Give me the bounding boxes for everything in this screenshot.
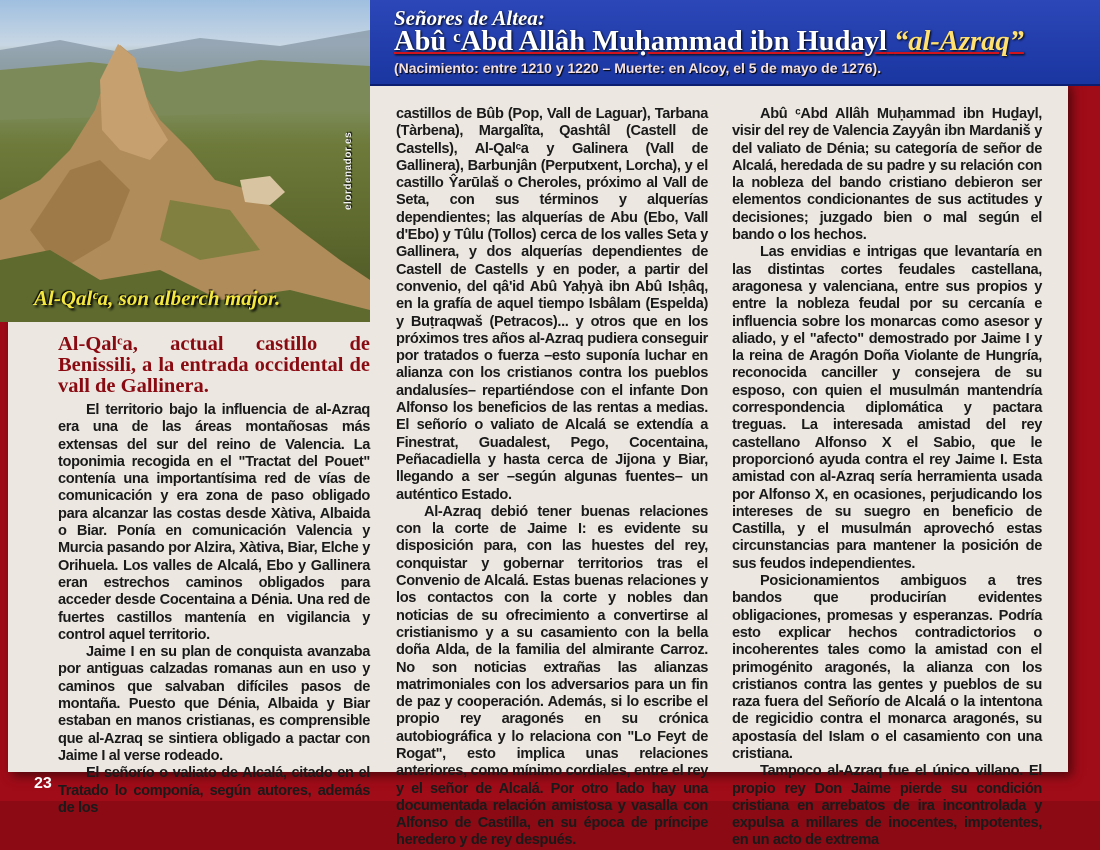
photo-overlay-caption: Al-Qalᶜa, son alberch major. xyxy=(34,286,281,310)
article-title xyxy=(394,26,1024,58)
paragraph: Jaime I en su plan de conquista avanzaba por antiguas calzadas romanas aun en uso y caminos que salvaban difíciles pasos de montaña. Puesto que Dénia, Albaida y Biar estaban en manos cristianas, es comprensible que al-Azraq se sintiera obligado a pactar con Jaime I al verse rodeado. xyxy=(58,644,370,764)
page-number: 23 xyxy=(34,775,52,792)
castle-landscape-illustration xyxy=(0,0,370,322)
paragraph: castillos de Bûb (Pop, Vall de Laguar), Tarbana (Tàrbena), Margalîta, Qashtâl (Castell de Castells), Al-Qalᶜa y Galinera (Vall de Gallinera), Barbunjân (Perputxent, Lorcha), y el castillo Ŷarūlaš o Cheroles, próximo al Vall de Seta, con sus términos y alquerías dependientes; las alquerías de Abu (Ebo, Vall d'Ebo) y Tûlu (Tollos) cerca de los valles Seta y Gallinera, y dos alquerías dependientes de Castell de Castells y en poder, a partir del convenio, del qâ'id Abû Yaḥyà ibn Abû Isḥâq, en la grafía de aquel tiempo Isbâlam (Espelda) y Buṭraqwaš (Petracos)... y otros que en los próximos tres años al-Azraq pudiera conseguir por tratados o fuerza –esto suponía luchar en alianza con los cristianos contra los pueblos andalusíes– repartiéndose con el infante Don Alfonso los beneficios de las rentas a medias. El señorío o valiato de Alcalá se extendía a Finestrat, Guadalest, Pego, Cocentaina, Peñacadiella y hasta cerca de Jijona y Biar, llegando a ser –según algunas fuentes– un auténtico Estado. xyxy=(396,106,708,503)
article-header xyxy=(370,0,1100,86)
text-column-3 xyxy=(732,106,1042,850)
text-column-2 xyxy=(396,106,708,850)
birth-death-dates: (Nacimiento: entre 1210 y 1220 – Muerte: en Alcoy, el 5 de mayo de 1276). xyxy=(394,60,882,76)
paragraph: Posicionamientos ambiguos a tres bandos que producirían evidentes obligaciones, promesas y esperanzas. Podría esto explicar hechos contradictorios o incoherentes tales como la amistad con el primogénito aragonés, la alianza con los cristianos contra las gentes y pueblos de su raza fuera del Señorío de Alcalá o la intentona de regicidio contra el monarca aragonés, su apostasía del Islam o el casamiento con una cristiana. xyxy=(732,573,1042,762)
title-name: Abû ᶜAbd Allâh Muḥammad ibn Hudayl xyxy=(394,26,887,57)
paragraph: Tampoco al-Azraq fue el único villano. El propio rey Don Jaime pierde su condición cristiana en arrebatos de ira incontrolada y expulsa a millares de inocentes, impotentes, en un acto de extrema xyxy=(732,763,1042,849)
castle-photo xyxy=(0,0,370,322)
paragraph: Abû ᶜAbd Allâh Muḥammad ibn Huḏayl, visir del rey de Valencia Zayyân ibn Mardaniš y del valiato de Dénia; su categoría de señor de Alcalá, heredada de su padre y su relación con la nobleza del bando cristiano debieron ser elementos condicionantes de sus actitudes y decisiones; juzgado bien o mal según el bando o los hechos. xyxy=(732,106,1042,244)
series-title: Señores de Altea: xyxy=(394,6,545,30)
text-column-1 xyxy=(58,402,370,817)
paragraph: El señorío o valiato de Alcalá, citado en el Tratado lo componía, según autores, además de los xyxy=(58,765,370,816)
title-epithet: “al-Azraq” xyxy=(894,26,1024,57)
image-caption: Al-Qalᶜa, actual castillo de Benissili, a la entrada occidental de vall de Gallinera. xyxy=(58,333,370,397)
paragraph: Al-Azraq debió tener buenas relaciones con la corte de Jaime I: es evidente su disposición para, con las huestes del rey, conquistar y gobernar territorios tras el Convenio de Alcalá. Estas buenas relaciones y los contactos con la corte y nobles dan noticias de su ofrecimiento a convertirse al cristianismo y a su casamiento con la bella doña Alda, de la familia del almirante Carroz. No son noticias extrañas las alianzas matrimoniales con los adversarios para un fin de paz y cooperación. Además, si lo escribe el propio rey aragonés en su crónica autobiográfica y lo relaciona con "Lo Feyt de Rogat", esto implica unas relaciones anteriores, como mínimo cordiales, entre el rey y el señor de Alcalá. Por otro lado hay una documentada relación amistosa y vasalla con Alfonso de Castilla, en su época de príncipe heredero y de rey después. xyxy=(396,503,708,849)
paragraph: El territorio bajo la influencia de al-Azraq era una de las áreas montañosas más extensas del sur del reino de Valencia. La toponimia recogida en el "Tractat del Pouet" contenía una importantísima red de vías de comunicación y era zona de paso obligado para alcanzar las costas desde Xàtiva, Albaida o Biar. Ponía en comunicación Valencia y Murcia pasando por Alzira, Xàtiva, Biar, Elche y Orihuela. Los valles de Alcalá, Ebo y Gallinera eran estrechos caminos obligados para acceder desde Cocentaina a Dénia. Una red de fuertes castillos mantenía en vigilancia y control aquel territorio. xyxy=(58,402,370,643)
paragraph: Las envidias e intrigas que levantaría en las distintas cortes feudales castellana, aragonesa y valenciana, entre sus propios y entre la nobleza feudal por su cercanía e influencia sobre los monarcas como asesor y aliado, y el "afecto" demostrado por Jaime I y la reina de Aragón Doña Violante de Hungría, reconocida canciller y consejera de su esposo, con quien el musulmán mantendría correspondencia diplomática y pactara treguas. La interesada amistad del rey castellano Alfonso X el Sabio, que le proporcionó ayuda contra el rey Jaime I. Esta amistad con al-Azraq sería herramienta usada por Alfonso X, en ocasiones, perjudicando los intereses de su suegro en beneficio de Castilla, y el musulmán aprovechó estas circunstancias para mantener la posición de sus feudos independientes. xyxy=(732,244,1042,572)
photo-credit: elordenador.es xyxy=(343,131,354,210)
